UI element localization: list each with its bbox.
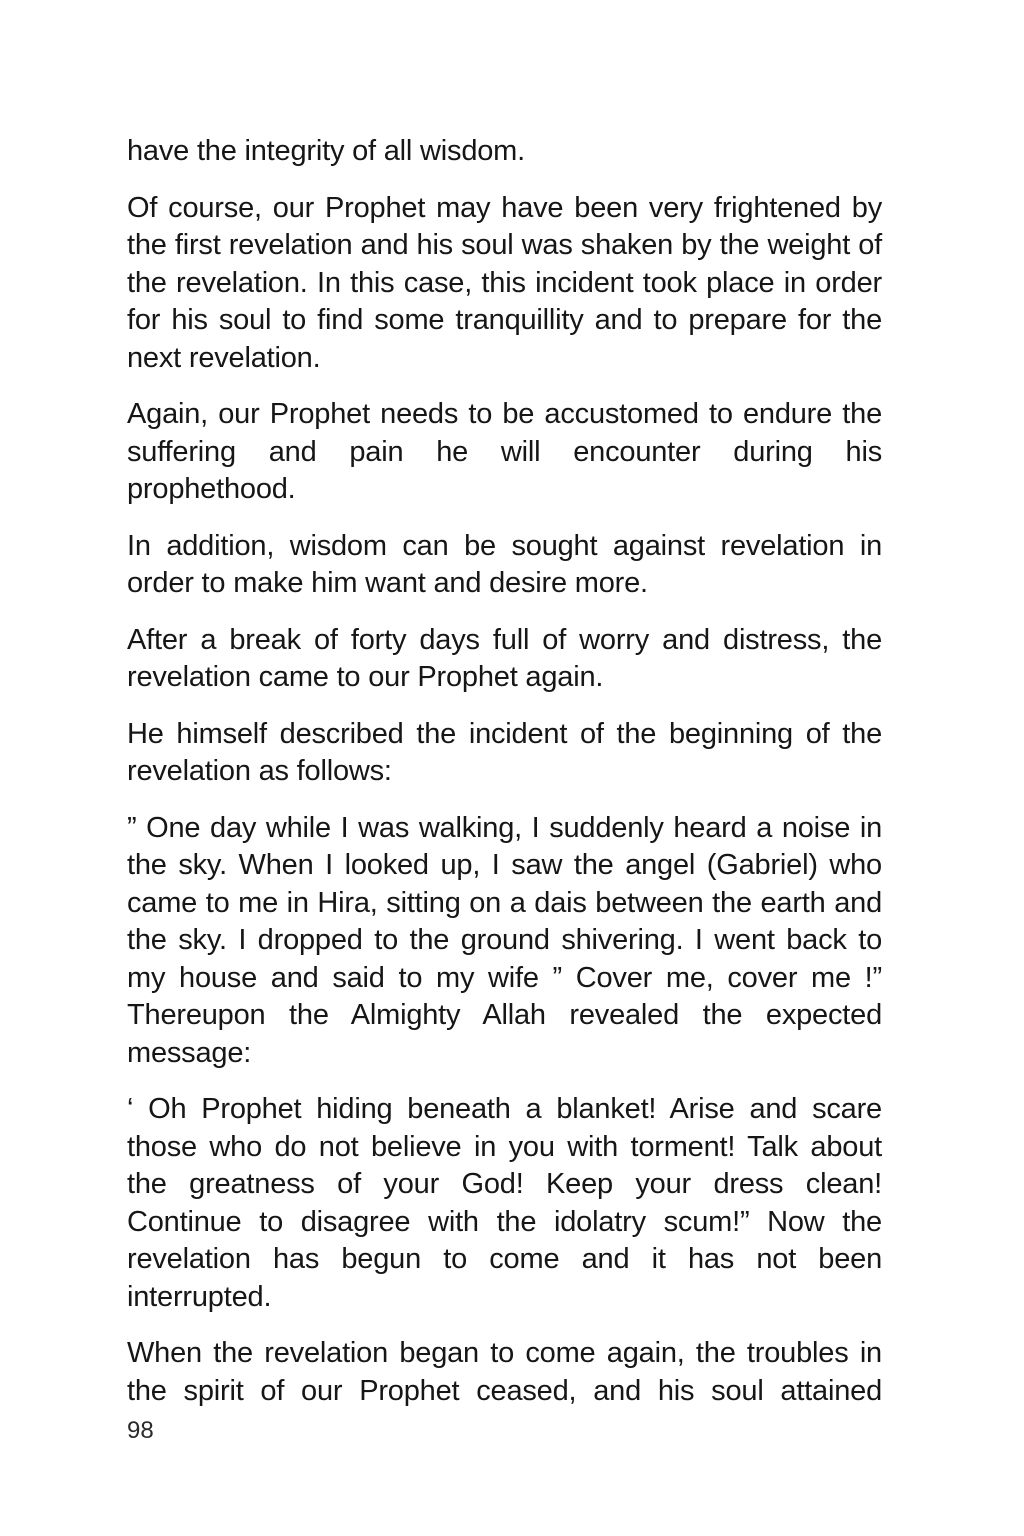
- paragraph: In addition, wisdom can be sought against revelation in order to make him want and desire more.: [127, 529, 882, 599]
- paragraph-quote: ‘ Oh Prophet hiding beneath a blanket! Arise and scare those who do not believe in you with torment! Talk about the greatness of your God! Keep your dress clean! Continue to disagree with the idolatry scum!” Now the revelation has begun to come and it has not been interrupted.: [127, 1093, 882, 1313]
- paragraph: Again, our Prophet needs to be accustomed to endure the suffering and pain he will encounter during his prophethood.: [127, 398, 882, 505]
- paragraph-continuation: have the integrity of all wisdom.: [127, 135, 525, 167]
- paragraph: Of course, our Prophet may have been very frightened by the first revelation and his soul was shaken by the weight of the revelation. In this case, this incident took place in order for his soul to find some tranquillity and to prepare for the next revelation.: [127, 191, 882, 374]
- page-number: 98: [127, 1417, 154, 1444]
- paragraph-continues-next-page: When the revelation began to come again, the troubles in the spirit of our Prophet ceased, and his soul attained: [127, 1337, 882, 1407]
- paragraph: He himself described the incident of the beginning of the revelation as follows:: [127, 717, 882, 787]
- paragraph: After a break of forty days full of worry and distress, the revelation came to our Prophet again.: [127, 623, 882, 693]
- paragraph-quote: ” One day while I was walking, I suddenly heard a noise in the sky. When I looked up, I saw the angel (Gabriel) who came to me in Hira, sitting on a dais between the earth and the sky. I dropped to the ground shivering. I went back to my house and said to my wife ” Cover me, cover me !” Thereupon the Almighty Allah revealed the expected message:: [127, 811, 882, 1069]
